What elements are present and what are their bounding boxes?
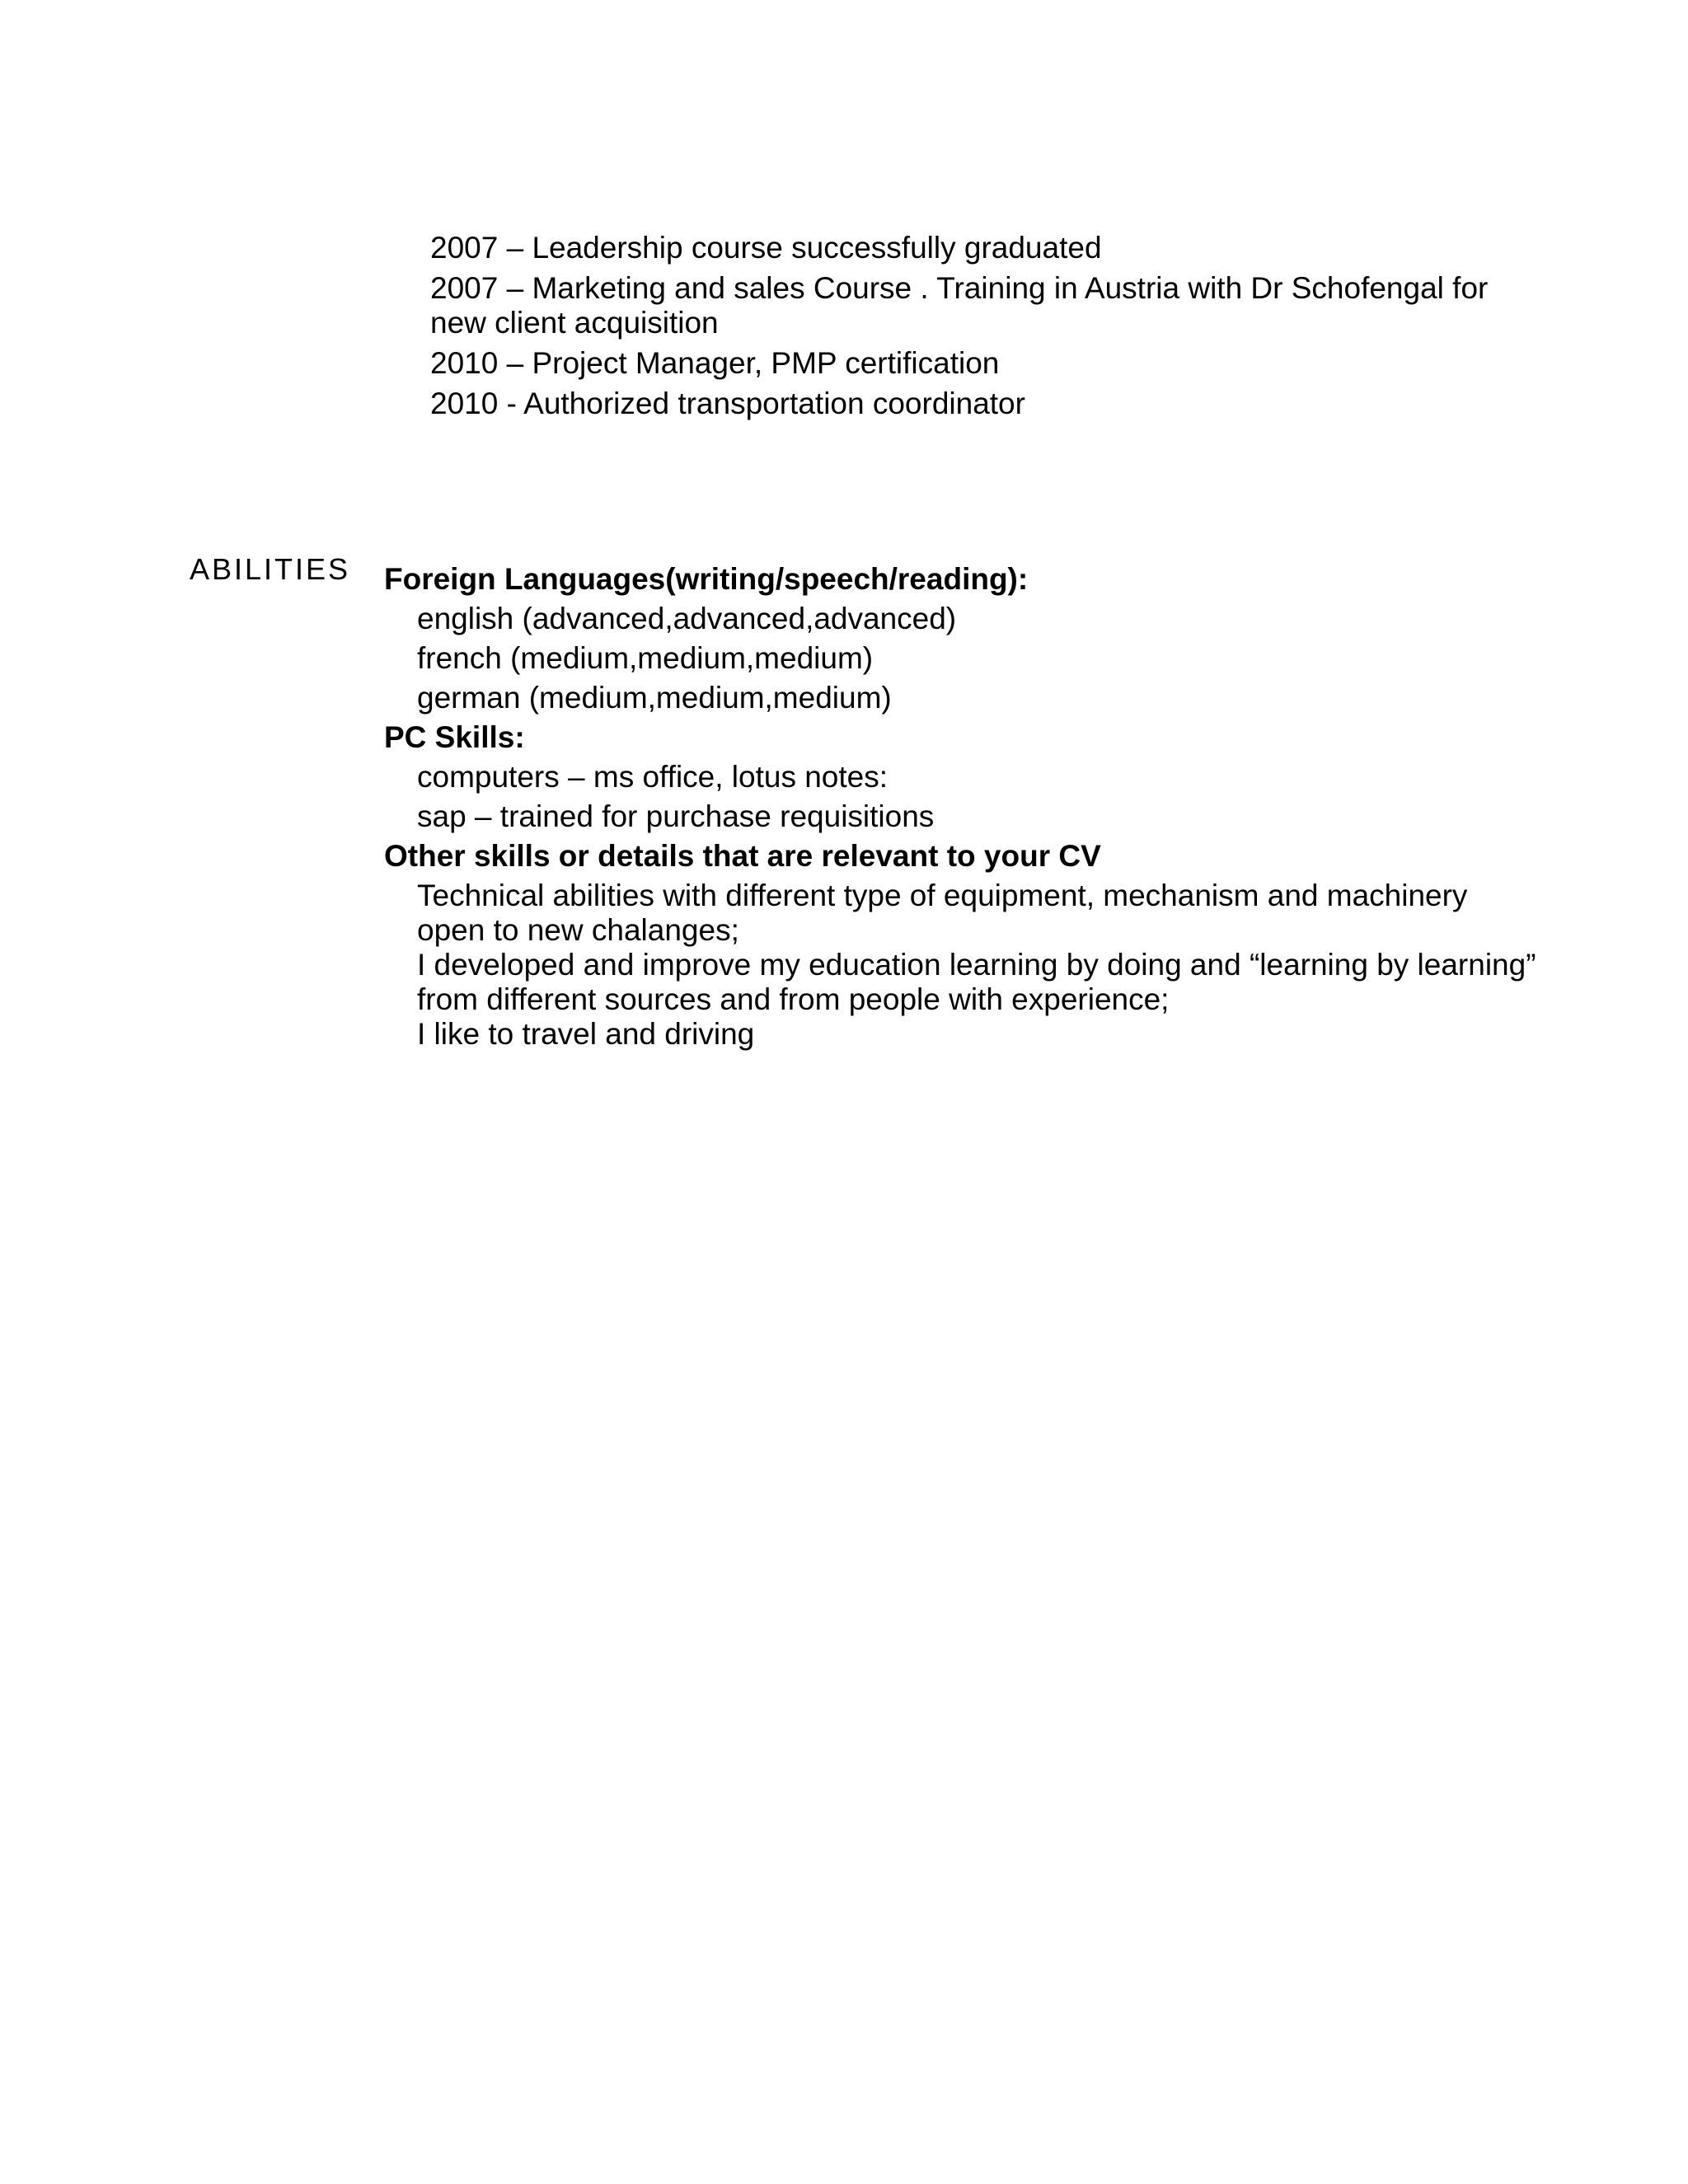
language-item: german (medium,medium,medium) <box>417 681 892 715</box>
language-item: english (advanced,advanced,advanced) <box>417 602 957 635</box>
languages-title: Foreign Languages(writing/speech/reading): <box>384 562 1029 596</box>
pc-skill-item: sap – trained for purchase requisitions <box>417 799 935 833</box>
other-skill-item: Technical abilities with different type of equipment, mechanism and machinery open to new chalanges; <box>417 879 1468 947</box>
language-item: french (medium,medium,medium) <box>417 641 874 675</box>
other-skills-title: Other skills or details that are relevant to your CV <box>384 839 1101 873</box>
training-entry: 2010 – Project Manager, PMP certification <box>430 346 1000 380</box>
training-list <box>430 231 1502 427</box>
abilities-section <box>384 562 1538 1052</box>
training-entry: 2007 – Marketing and sales Course . Training in Austria with Dr Schofengal for new client acquisition <box>430 271 1489 340</box>
pc-skill-item: computers – ms office, lotus notes: <box>417 760 889 794</box>
pc-skills-title: PC Skills: <box>384 720 525 754</box>
other-skill-item: I developed and improve my education learning by doing and “learning by learning” from different sources and from people with experience; <box>417 948 1536 1016</box>
other-skill-item: I like to travel and driving <box>417 1017 755 1051</box>
training-entry: 2010 - Authorized transportation coordinator <box>430 387 1025 420</box>
training-entry: 2007 – Leadership course successfully graduated <box>430 231 1102 265</box>
abilities-section-label: ABILITIES <box>190 552 351 586</box>
